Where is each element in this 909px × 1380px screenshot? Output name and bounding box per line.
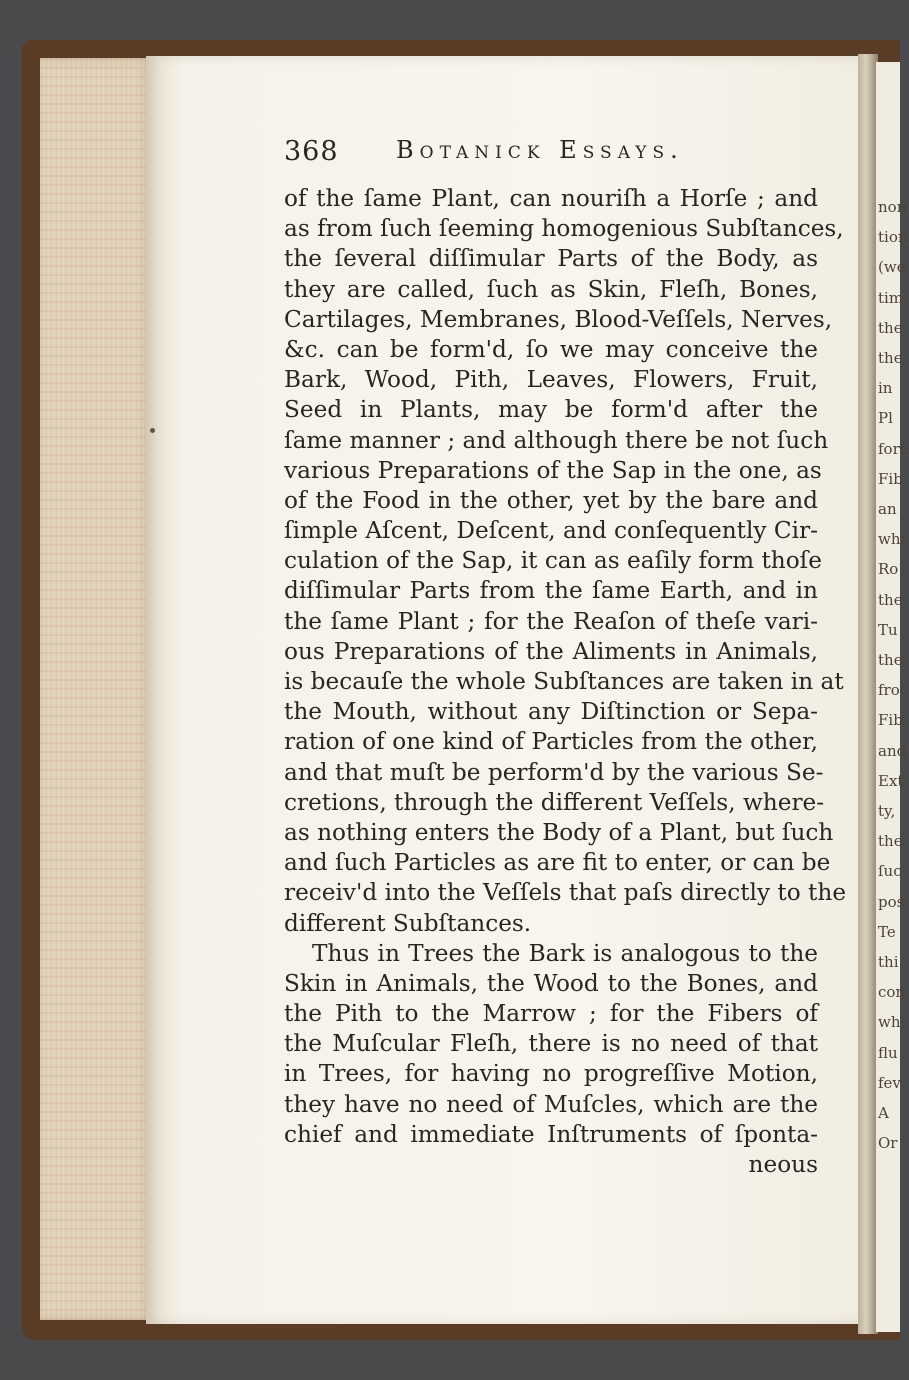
text-line: in Trees, for having no progreſſive Motion, [284, 1060, 818, 1088]
facing-page-fragment: Te [878, 922, 896, 941]
text-line: Thus in Trees the Bark is analogous to the [312, 939, 818, 967]
facing-page-fragment: Fib [878, 711, 903, 730]
text-line: cretions, through the different Veſſels, where- [284, 788, 825, 816]
text-line: the Pith to the Marrow ; for the Fibers of [284, 1000, 818, 1028]
text-line: they have no need of Muſcles, which are the [284, 1090, 818, 1118]
facing-page-fragment: tion [878, 228, 908, 247]
facing-page-fragment: Ext [878, 771, 904, 790]
facing-page-fragment: Fib [878, 469, 903, 488]
text-line: ſame manner ; and although there be not ſuch [284, 426, 829, 454]
facing-page-fragment: the [878, 349, 903, 367]
facing-page [876, 62, 909, 1332]
text-line: as from ſuch ſeeming homogenious Subſtances, [284, 215, 844, 243]
text-line: ſimple Aſcent, Deſcent, and conſequently Cir- [284, 517, 818, 545]
text-line: Cartilages, Membranes, Blood-Veſſels, Nerves, [284, 305, 833, 333]
facing-page-fragment: Ro [878, 560, 899, 579]
text-line: the Muſcular Fleſh, there is no need of that [284, 1030, 818, 1058]
running-title: Botanick Essays. [396, 136, 684, 164]
text-line: chief and immediate Inſtruments of ſponta- [284, 1120, 818, 1148]
facing-page-fragment: the [878, 832, 903, 851]
facing-page-fragment: flu [878, 1043, 898, 1062]
text-line: &c. can be form'd, ſo we may conceive the [284, 335, 818, 363]
page-header [284, 136, 824, 176]
facing-page-fragment: an [878, 500, 897, 518]
facing-page-fragment: the [878, 318, 903, 337]
facing-page-fragment: in [878, 379, 893, 398]
text-line: the ſame Plant ; for the Reaſon of theſe vari- [284, 607, 818, 635]
facing-page-fragment: ſuc [878, 862, 902, 881]
text-line: Seed in Plants, may be form'd after the [284, 396, 818, 424]
text-line: receiv'd into the Veſſels that paſs directly to the [284, 879, 847, 907]
facing-page-fragment: and [878, 741, 907, 760]
facing-page-fragment: con [878, 983, 906, 1002]
margin-mark [150, 428, 155, 433]
body-text [284, 184, 847, 1180]
text-line: and ſuch Particles as are fit to enter, or can be [284, 849, 831, 877]
facing-page-fragment: Pl [878, 409, 893, 428]
text-line: ration of one kind of Particles from the other, [284, 728, 818, 756]
text-line: different Subſtances. [284, 909, 532, 937]
facing-page-fragment: tim [878, 288, 904, 307]
text-line: is becauſe the whole Subſtances are taken in at [284, 668, 844, 695]
facing-page-fragment: pos [878, 892, 905, 911]
text-line: neous [748, 1151, 818, 1178]
facing-page-fragment: wh [878, 1013, 901, 1032]
facing-page-fragment: (we [878, 258, 906, 277]
text-line: ous Preparations of the Aliments in Animals, [284, 637, 818, 665]
facing-page-fragment: non [878, 198, 907, 216]
text-line: various Preparations of the Sap in the one, as [284, 456, 822, 484]
text-line: of the Food in the other, yet by the bare and [284, 486, 818, 514]
facing-page-fragment: the [878, 590, 903, 609]
facing-page-fragment: Or [878, 1134, 898, 1153]
facing-page-fragment: ty, [878, 802, 896, 820]
book-gutter [858, 54, 878, 1334]
facing-page-fragment: fro [878, 681, 900, 700]
facing-page-fragment: whi [878, 530, 906, 549]
page-number: 368 [284, 136, 339, 167]
facing-page-fragment: fev [878, 1073, 901, 1092]
text-line: culation of the Sap, it can as eaſily form thoſe [284, 547, 822, 575]
text-line: Skin in Animals, the Wood to the Bones, and [284, 969, 818, 997]
text-line: the Mouth, without any Diſtinction or Sepa- [284, 698, 818, 726]
text-line: the ſeveral diſſimular Parts of the Body, as [284, 245, 818, 273]
facing-page-fragment: fore [878, 439, 909, 458]
text-line: and that muſt be perform'd by the various Se- [284, 758, 824, 786]
text-line: of the ſame Plant, can nouriſh a Horſe ; and [284, 185, 818, 212]
text-line: as nothing enters the Body of a Plant, but ſuch [284, 818, 834, 846]
facing-page-fragment: the [878, 651, 903, 669]
facing-page-fragment: thi [878, 953, 899, 971]
facing-page-fragment: A [878, 1104, 889, 1122]
text-line: Bark, Wood, Pith, Leaves, Flowers, Fruit, [284, 366, 818, 394]
page-edges [40, 58, 152, 1320]
facing-page-fragment: Tu [878, 620, 898, 639]
text-line: diſſimular Parts from the ſame Earth, and in [284, 577, 818, 605]
text-line: they are called, ſuch as Skin, Fleſh, Bones, [284, 275, 818, 303]
